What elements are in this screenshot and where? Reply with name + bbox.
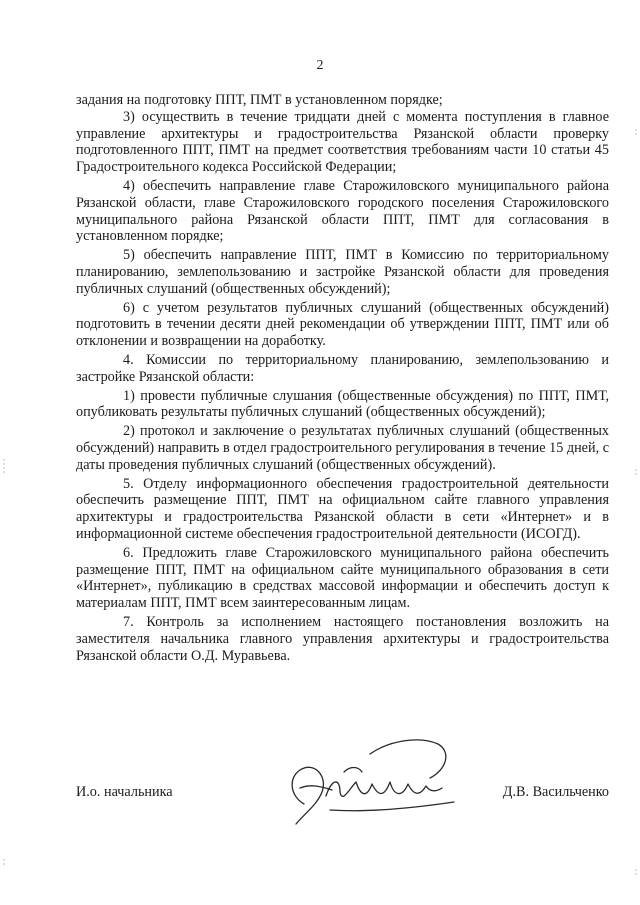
paragraph-section-7: 7. Контроль за исполнением настоящего постановления возложить на заместителя начальника главного управления архитектуры и градостроительства Рязанской области О.Д. Муравьева. — [76, 613, 609, 664]
handwritten-signature — [270, 726, 470, 836]
paragraph-section-5: 5. Отделу информационного обеспечения градостроительной деятельности обеспечить размещение ППТ, ПМТ на официальном сайте главного управления архитектуры и градостроительства Рязанской области в сети «Интернет» и в информационной системе обеспечения градостроительной деятельности (ИСОГД). — [76, 475, 609, 542]
signatory-name: Д.В. Васильченко — [502, 784, 609, 800]
paragraph-item-4: 4) обеспечить направление главе Старожиловского муниципального района Рязанской области, главе Старожиловского городского поселения Старожиловского муниципального района Рязанской области ППТ, ПМТ для согласования в установленном порядке; — [76, 177, 609, 245]
document-body — [76, 92, 609, 664]
scan-edge-marks-left — [2, 0, 6, 905]
paragraph-item-5: 5) обеспечить направление ППТ, ПМТ в Комиссию по территориальному планированию, землепользованию и застройке Рязанской области для проведения публичных слушаний (общественных обсуждений); — [76, 247, 609, 297]
paragraph-continuation: задания на подготовку ППТ, ПМТ в установленном порядке; — [76, 92, 443, 108]
paragraph-section-4-item-1: 1) провести публичные слушания (общественные обсуждения) по ППТ, ПМТ, опубликовать результаты публичных слушаний (общественных обсуждений); — [76, 387, 609, 421]
paragraph-section-4: 4. Комиссии по территориальному планированию, землепользованию и застройке Рязанской области: — [76, 351, 609, 385]
paragraph-item-6: 6) с учетом результатов публичных слушаний (общественных обсуждений) подготовить в течении десяти дней рекомендации об утверждении ППТ, ПМТ или об отклонении и возвращении на доработку. — [76, 299, 609, 350]
page-number: 2 — [316, 58, 324, 73]
position-title: И.о. начальника — [76, 784, 173, 800]
scan-edge-marks-right — [634, 0, 638, 905]
paragraph-section-4-item-2: 2) протокол и заключение о результатах публичных слушаний (общественных обсуждений) направить в отдел градостроительного регулирования в течение 15 дней, с даты проведения публичных слушаний (общественных обсуждений). — [76, 423, 609, 473]
paragraph-item-3: 3) осуществить в течение тридцати дней с момента поступления в главное управление архитектуры и градостроительства Рязанской области проверку подготовленного ППТ, ПМТ на предмет соответствия требованиям части 10 статьи 45 Градостроительного кодекса Российской Федерации; — [76, 108, 609, 176]
paragraph-section-6: 6. Предложить главе Старожиловского муниципального района обеспечить размещение ППТ, ПМТ на официальном сайте муниципального образования в сети «Интернет», публикацию в средствах массовой информации и обеспечить доступ к материалам ППТ, ПМТ всем заинтересованным лицам. — [76, 544, 609, 612]
